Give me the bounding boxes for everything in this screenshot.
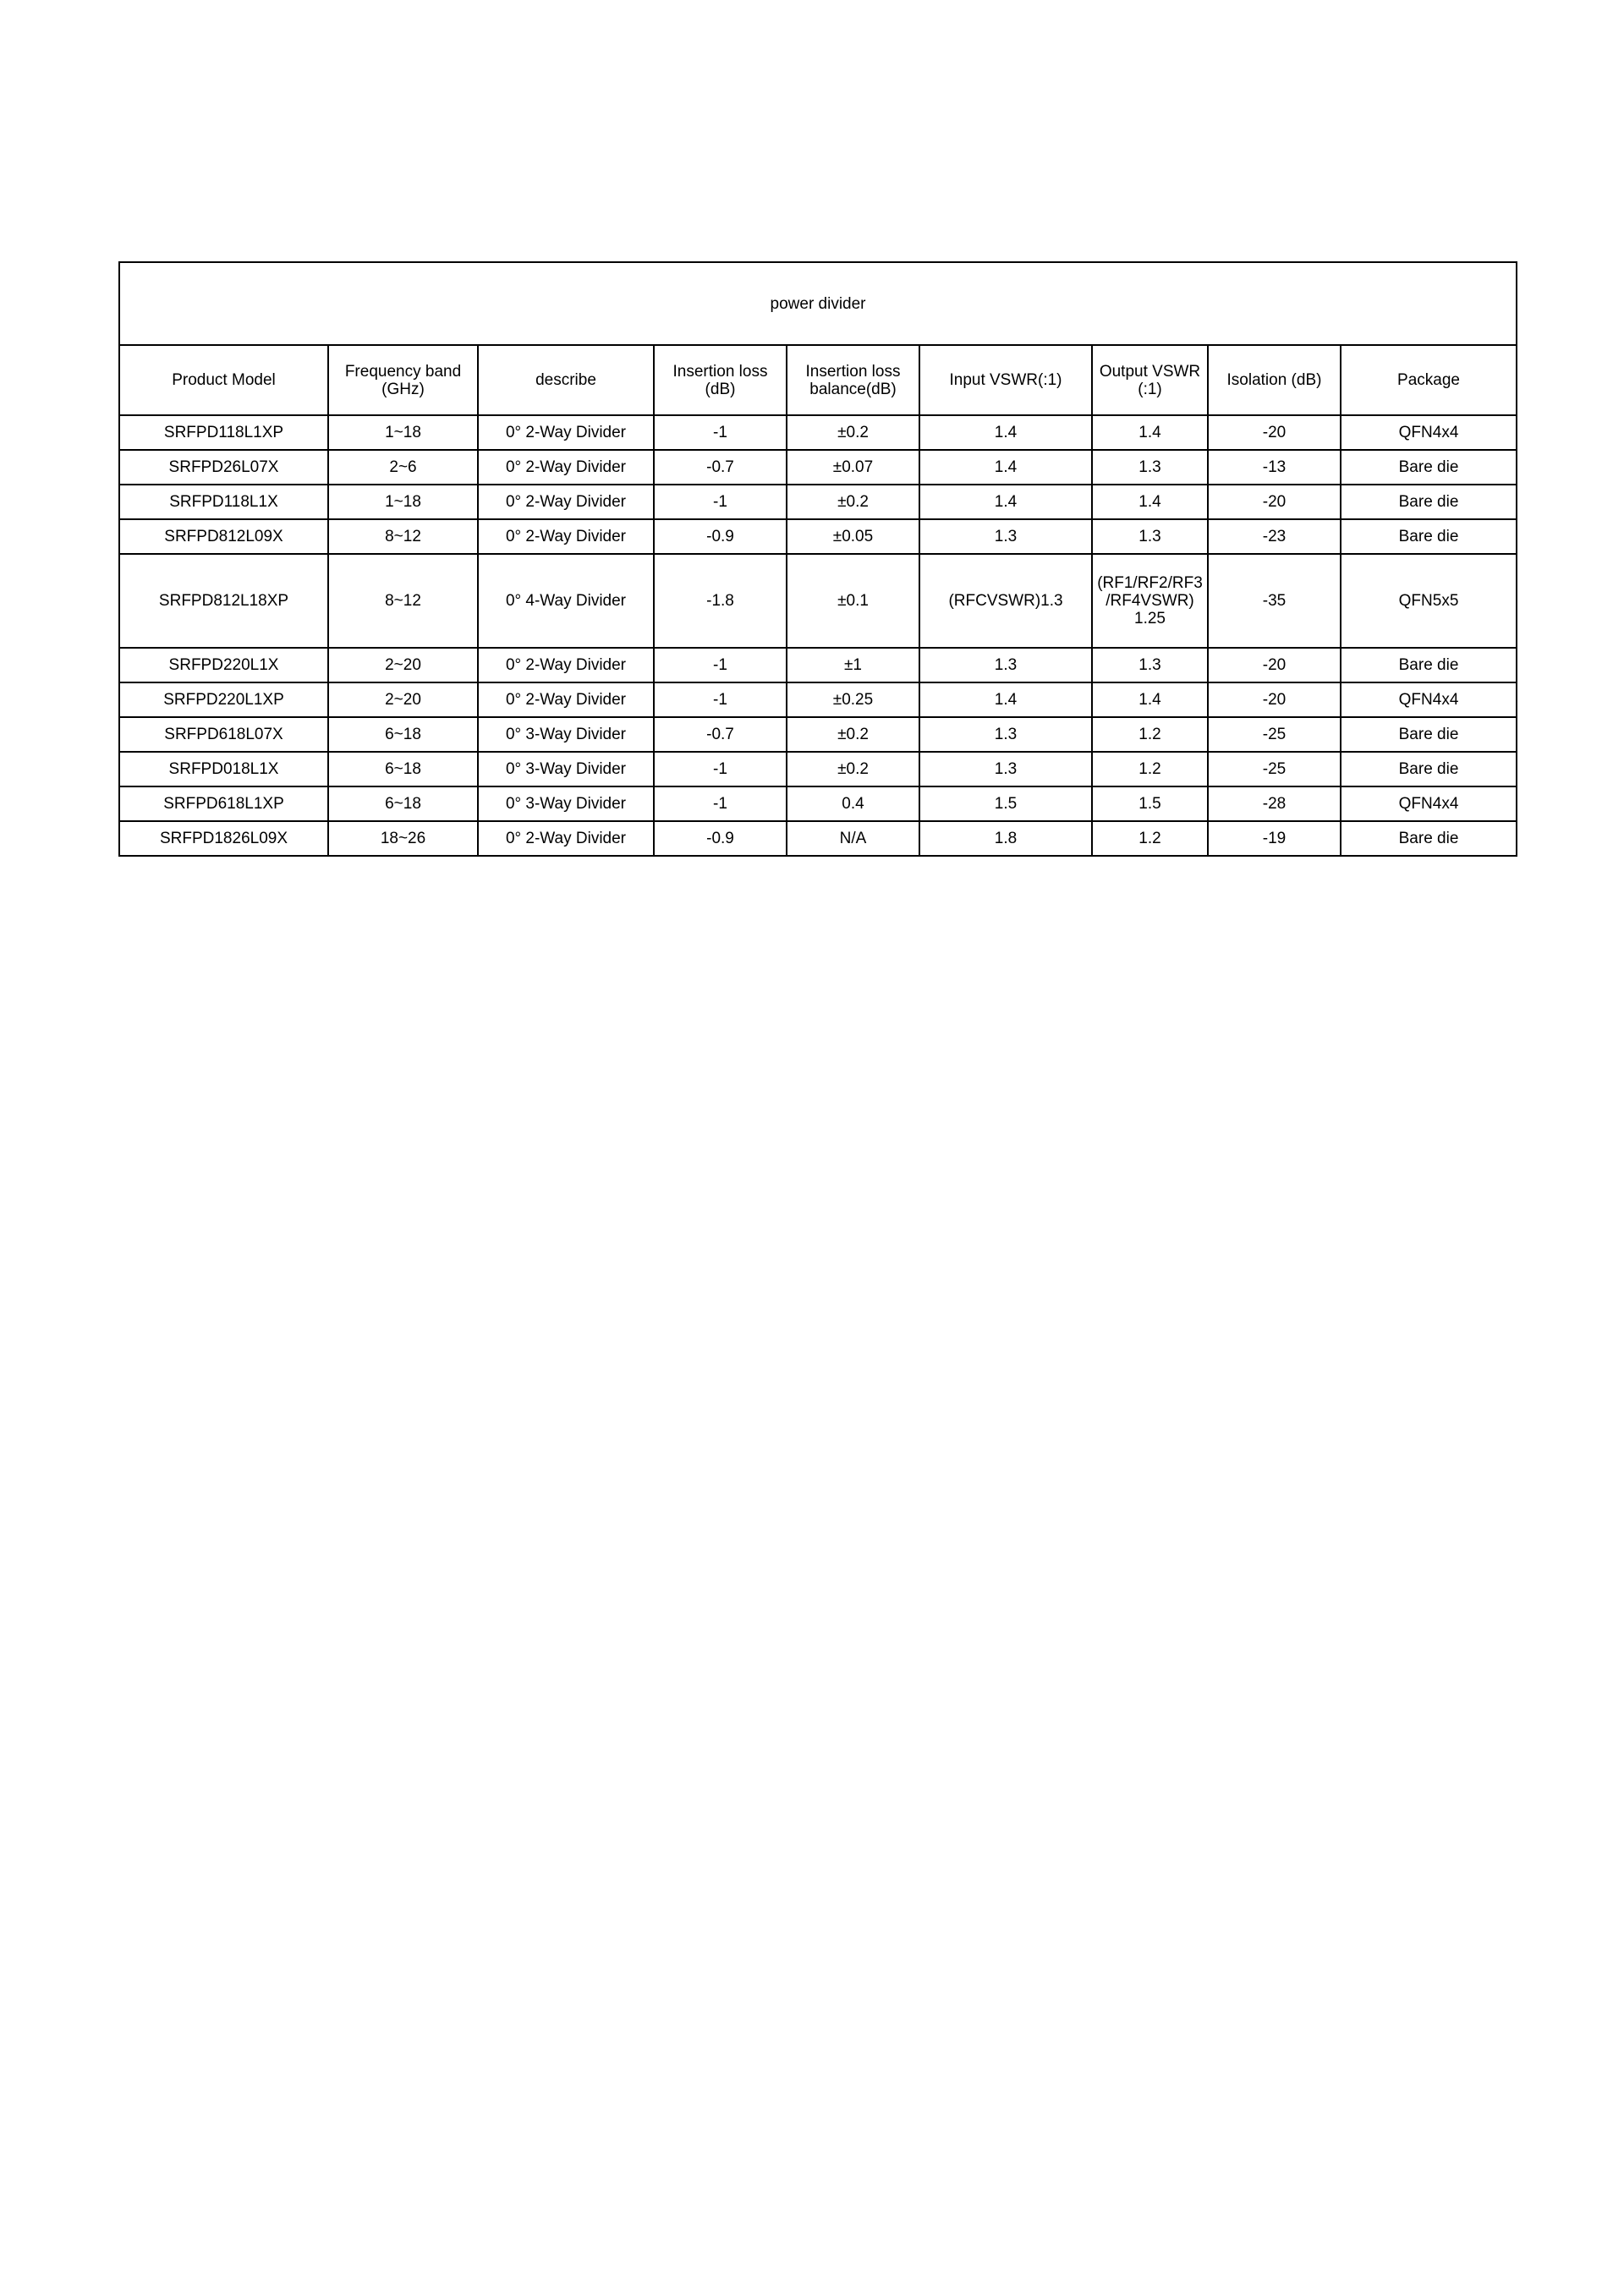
cell-isolation: -28 (1208, 786, 1341, 821)
cell-product-model: SRFPD118L1XP (119, 415, 328, 450)
cell-insertion-loss-balance: ±0.2 (787, 485, 919, 519)
cell-product-model: SRFPD220L1XP (119, 682, 328, 717)
cell-product-model: SRFPD812L18XP (119, 554, 328, 648)
cell-insertion-loss-balance: ±0.2 (787, 752, 919, 786)
cell-describe: 0° 3-Way Divider (478, 752, 654, 786)
table-row (119, 450, 1517, 485)
spec-sheet (118, 261, 1516, 857)
table-row (119, 752, 1517, 786)
cell-output-vswr: 1.3 (1092, 648, 1208, 682)
cell-isolation: -35 (1208, 554, 1341, 648)
table-row (119, 786, 1517, 821)
cell-describe: 0° 2-Way Divider (478, 450, 654, 485)
table-row (119, 717, 1517, 752)
column-header-product-model: Product Model (119, 345, 328, 415)
cell-insertion-loss: -1 (654, 485, 787, 519)
cell-output-vswr: 1.4 (1092, 415, 1208, 450)
cell-insertion-loss: -0.9 (654, 519, 787, 554)
cell-output-vswr: 1.3 (1092, 519, 1208, 554)
cell-insertion-loss-balance: ±0.07 (787, 450, 919, 485)
cell-output-vswr: 1.2 (1092, 752, 1208, 786)
column-header-frequency-band: Frequency band (GHz) (328, 345, 478, 415)
cell-isolation: -20 (1208, 682, 1341, 717)
cell-frequency-band: 2~6 (328, 450, 478, 485)
cell-isolation: -25 (1208, 752, 1341, 786)
table-row (119, 648, 1517, 682)
cell-insertion-loss: -1 (654, 415, 787, 450)
table-row (119, 821, 1517, 856)
cell-input-vswr: 1.4 (919, 450, 1092, 485)
cell-isolation: -20 (1208, 415, 1341, 450)
table-row (119, 415, 1517, 450)
cell-package: Bare die (1341, 648, 1517, 682)
cell-output-vswr: 1.5 (1092, 786, 1208, 821)
cell-insertion-loss-balance: ±0.2 (787, 415, 919, 450)
cell-isolation: -13 (1208, 450, 1341, 485)
cell-package: Bare die (1341, 450, 1517, 485)
cell-insertion-loss-balance: N/A (787, 821, 919, 856)
cell-describe: 0° 2-Way Divider (478, 519, 654, 554)
cell-insertion-loss-balance: ±1 (787, 648, 919, 682)
cell-product-model: SRFPD812L09X (119, 519, 328, 554)
cell-output-vswr: 1.2 (1092, 821, 1208, 856)
cell-isolation: -23 (1208, 519, 1341, 554)
cell-package: QFN4x4 (1341, 682, 1517, 717)
cell-input-vswr: 1.3 (919, 752, 1092, 786)
cell-frequency-band: 6~18 (328, 717, 478, 752)
cell-package: Bare die (1341, 717, 1517, 752)
table-title-row (119, 262, 1517, 345)
cell-describe: 0° 2-Way Divider (478, 415, 654, 450)
cell-insertion-loss: -0.9 (654, 821, 787, 856)
cell-frequency-band: 18~26 (328, 821, 478, 856)
cell-output-vswr: 1.4 (1092, 682, 1208, 717)
cell-input-vswr: (RFCVSWR)1.3 (919, 554, 1092, 648)
cell-insertion-loss-balance: ±0.25 (787, 682, 919, 717)
column-header-output-vswr: Output VSWR (:1) (1092, 345, 1208, 415)
cell-isolation: -25 (1208, 717, 1341, 752)
cell-input-vswr: 1.3 (919, 717, 1092, 752)
column-header-insertion-loss-balance: Insertion loss balance(dB) (787, 345, 919, 415)
column-header-isolation: Isolation (dB) (1208, 345, 1341, 415)
cell-output-vswr: 1.2 (1092, 717, 1208, 752)
column-header-input-vswr: Input VSWR(:1) (919, 345, 1092, 415)
column-header-package: Package (1341, 345, 1517, 415)
cell-output-vswr: (RF1/RF2/RF3 /RF4VSWR) 1.25 (1092, 554, 1208, 648)
cell-frequency-band: 8~12 (328, 519, 478, 554)
cell-input-vswr: 1.3 (919, 519, 1092, 554)
table-row (119, 554, 1517, 648)
cell-insertion-loss: -0.7 (654, 717, 787, 752)
cell-package: QFN4x4 (1341, 415, 1517, 450)
cell-product-model: SRFPD1826L09X (119, 821, 328, 856)
cell-input-vswr: 1.4 (919, 415, 1092, 450)
cell-product-model: SRFPD118L1X (119, 485, 328, 519)
cell-isolation: -19 (1208, 821, 1341, 856)
cell-output-vswr: 1.4 (1092, 485, 1208, 519)
cell-describe: 0° 2-Way Divider (478, 648, 654, 682)
cell-insertion-loss-balance: 0.4 (787, 786, 919, 821)
cell-insertion-loss: -1.8 (654, 554, 787, 648)
cell-frequency-band: 6~18 (328, 752, 478, 786)
cell-describe: 0° 2-Way Divider (478, 821, 654, 856)
power-divider-table (118, 261, 1517, 857)
cell-insertion-loss-balance: ±0.05 (787, 519, 919, 554)
cell-package: Bare die (1341, 752, 1517, 786)
cell-insertion-loss: -1 (654, 648, 787, 682)
cell-package: Bare die (1341, 519, 1517, 554)
cell-product-model: SRFPD618L1XP (119, 786, 328, 821)
cell-describe: 0° 2-Way Divider (478, 682, 654, 717)
cell-frequency-band: 2~20 (328, 682, 478, 717)
column-header-describe: describe (478, 345, 654, 415)
cell-insertion-loss: -1 (654, 752, 787, 786)
cell-input-vswr: 1.4 (919, 485, 1092, 519)
cell-product-model: SRFPD018L1X (119, 752, 328, 786)
cell-package: QFN5x5 (1341, 554, 1517, 648)
cell-frequency-band: 6~18 (328, 786, 478, 821)
cell-input-vswr: 1.4 (919, 682, 1092, 717)
table-row (119, 519, 1517, 554)
cell-insertion-loss-balance: ±0.1 (787, 554, 919, 648)
column-header-insertion-loss: Insertion loss (dB) (654, 345, 787, 415)
cell-isolation: -20 (1208, 648, 1341, 682)
cell-input-vswr: 1.5 (919, 786, 1092, 821)
cell-describe: 0° 4-Way Divider (478, 554, 654, 648)
cell-input-vswr: 1.8 (919, 821, 1092, 856)
cell-product-model: SRFPD618L07X (119, 717, 328, 752)
cell-package: Bare die (1341, 821, 1517, 856)
cell-output-vswr: 1.3 (1092, 450, 1208, 485)
cell-isolation: -20 (1208, 485, 1341, 519)
table-header-row (119, 345, 1517, 415)
cell-insertion-loss-balance: ±0.2 (787, 717, 919, 752)
table-row (119, 682, 1517, 717)
cell-frequency-band: 1~18 (328, 415, 478, 450)
cell-describe: 0° 3-Way Divider (478, 717, 654, 752)
cell-product-model: SRFPD26L07X (119, 450, 328, 485)
cell-input-vswr: 1.3 (919, 648, 1092, 682)
cell-frequency-band: 8~12 (328, 554, 478, 648)
cell-insertion-loss: -1 (654, 682, 787, 717)
cell-insertion-loss: -1 (654, 786, 787, 821)
cell-package: Bare die (1341, 485, 1517, 519)
cell-package: QFN4x4 (1341, 786, 1517, 821)
cell-frequency-band: 1~18 (328, 485, 478, 519)
cell-describe: 0° 3-Way Divider (478, 786, 654, 821)
cell-frequency-band: 2~20 (328, 648, 478, 682)
table-row (119, 485, 1517, 519)
cell-describe: 0° 2-Way Divider (478, 485, 654, 519)
table-title: power divider (119, 262, 1517, 345)
cell-product-model: SRFPD220L1X (119, 648, 328, 682)
cell-insertion-loss: -0.7 (654, 450, 787, 485)
